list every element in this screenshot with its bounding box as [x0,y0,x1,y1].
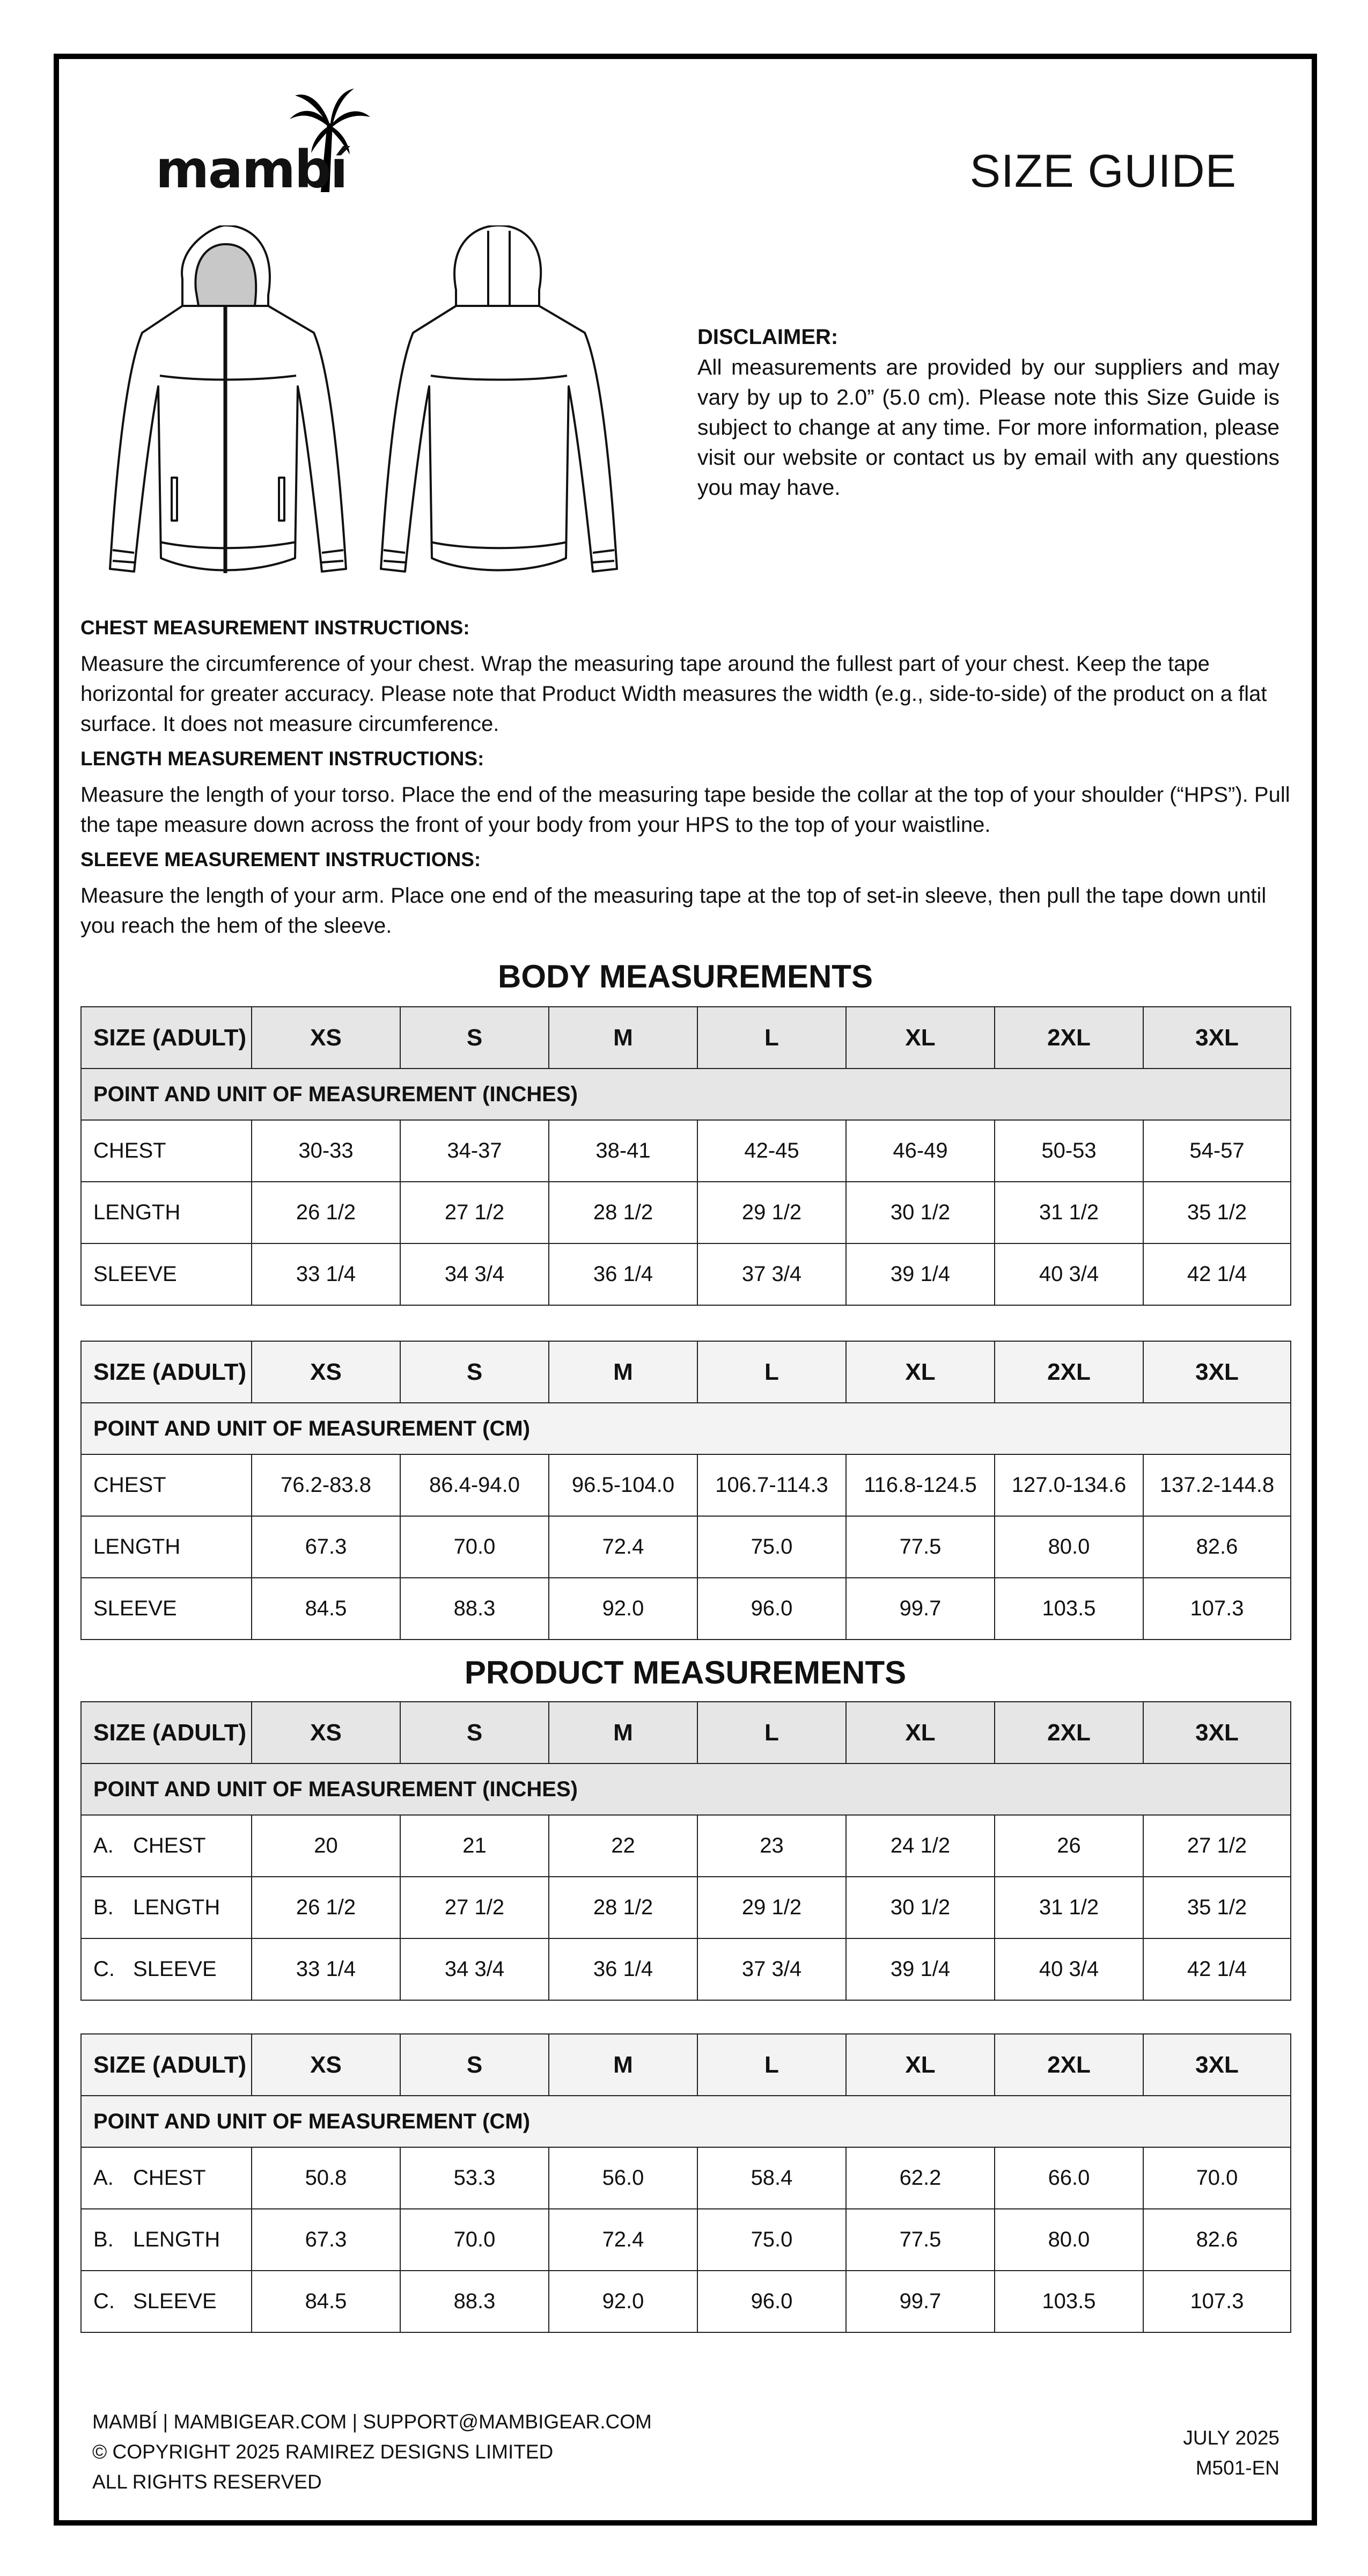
measurement-value-cell: 42 1/4 [1143,1938,1291,2000]
measurement-point-letter: C. [93,2289,115,2313]
size-xs-header: XS [252,1341,400,1403]
table-header-row [81,1341,1291,1403]
measurement-value-cell: 37 3/4 [697,1938,846,2000]
measurement-value-cell: 26 1/2 [252,1182,400,1243]
table-row [81,1182,1291,1243]
measurement-value-cell: 30 1/2 [846,1182,995,1243]
size-s-header: S [400,1341,549,1403]
size-m-header: M [549,1341,697,1403]
measurement-value-cell: 24 1/2 [846,1815,995,1877]
measurement-point-letter: B. [93,1896,114,1919]
measurement-value-cell: 28 1/2 [549,1182,697,1243]
measurement-label-cell [81,2209,252,2271]
body-measurements-inches-table [80,1006,1291,1306]
measurement-value-cell: 42-45 [697,1120,846,1182]
size-xs-header: XS [252,2034,400,2096]
measurement-instructions [80,614,1290,947]
measurement-value-cell: 30-33 [252,1120,400,1182]
measurement-value-cell: 56.0 [549,2147,697,2209]
footer-doc-code: M501-EN [1195,2457,1279,2479]
measurement-value-cell: 67.3 [252,2209,400,2271]
measurement-value-cell: 62.2 [846,2147,995,2209]
disclaimer [697,322,1279,502]
measurement-value-cell: 35 1/2 [1143,1182,1291,1243]
table-row [81,2147,1291,2209]
measurement-value-cell: 34-37 [400,1120,549,1182]
size-header-cell: SIZE (ADULT) [81,1341,252,1403]
measurement-value-cell: 77.5 [846,2209,995,2271]
measurement-value-cell: 80.0 [995,1516,1143,1578]
measurement-value-cell: 42 1/4 [1143,1243,1291,1305]
measurement-value-cell: 116.8-124.5 [846,1454,995,1516]
chest-instructions-heading: CHEST MEASUREMENT INSTRUCTIONS: [80,617,470,639]
table-row [81,1877,1291,1938]
measurement-label: SLEEVE [93,1597,177,1620]
measurement-value-cell: 82.6 [1143,1516,1291,1578]
measurement-value-cell: 103.5 [995,2271,1143,2332]
table-row [81,1120,1291,1182]
measurement-value-cell: 107.3 [1143,2271,1291,2332]
measurement-value-cell: 82.6 [1143,2209,1291,2271]
measurement-value-cell: 28 1/2 [549,1877,697,1938]
measurement-value-cell: 86.4-94.0 [400,1454,549,1516]
measurement-value-cell: 40 3/4 [995,1938,1143,2000]
measurement-label-cell [81,1877,252,1938]
measurement-value-cell: 31 1/2 [995,1877,1143,1938]
measurement-value-cell: 33 1/4 [252,1938,400,2000]
measurement-value-cell: 66.0 [995,2147,1143,2209]
size-2xl-header: 2XL [995,1007,1143,1069]
measurement-value-cell: 26 1/2 [252,1877,400,1938]
measurement-value-cell: 103.5 [995,1578,1143,1640]
jacket-technical-drawings [91,225,660,590]
measurement-label: LENGTH [133,1896,220,1919]
table-row [81,1243,1291,1305]
measurement-value-cell: 72.4 [549,2209,697,2271]
size-m-header: M [549,2034,697,2096]
size-3xl-header: 3XL [1143,2034,1291,2096]
measurement-label-cell [81,1182,252,1243]
measurement-label-cell [81,1815,252,1877]
footer-rights: ALL RIGHTS RESERVED [92,2471,322,2493]
measurement-value-cell: 35 1/2 [1143,1877,1291,1938]
measurement-value-cell: 72.4 [549,1516,697,1578]
footer-right [1183,2423,1279,2483]
jacket-front-drawing [110,225,346,573]
measurement-value-cell: 36 1/4 [549,1938,697,2000]
measurement-value-cell: 50-53 [995,1120,1143,1182]
unit-of-measurement-row: POINT AND UNIT OF MEASUREMENT (INCHES) [81,1069,1291,1120]
measurement-value-cell: 106.7-114.3 [697,1454,846,1516]
table-header-row [81,1702,1291,1763]
measurement-value-cell: 27 1/2 [400,1182,549,1243]
sleeve-instructions-heading: SLEEVE MEASUREMENT INSTRUCTIONS: [80,848,481,870]
table-row [81,1516,1291,1578]
size-2xl-header: 2XL [995,1341,1143,1403]
table-header-row [81,2034,1291,2096]
page-title: SIZE GUIDE [969,145,1237,197]
measurement-value-cell: 99.7 [846,1578,995,1640]
measurement-value-cell: 37 3/4 [697,1243,846,1305]
measurement-value-cell: 80.0 [995,2209,1143,2271]
measurement-value-cell: 75.0 [697,2209,846,2271]
measurement-point-letter: A. [93,1834,114,1857]
size-2xl-header: 2XL [995,2034,1143,2096]
size-s-header: S [400,2034,549,2096]
table-header-row [81,1007,1291,1069]
measurement-value-cell: 92.0 [549,2271,697,2332]
size-header-cell: SIZE (ADULT) [81,2034,252,2096]
size-xl-header: XL [846,1341,995,1403]
measurement-label-cell [81,1454,252,1516]
measurement-label: LENGTH [93,1535,181,1558]
table-row [81,2271,1291,2332]
measurement-value-cell: 36 1/4 [549,1243,697,1305]
measurement-point-letter: A. [93,2166,114,2190]
measurement-value-cell: 96.0 [697,2271,846,2332]
measurement-value-cell: 137.2-144.8 [1143,1454,1291,1516]
measurement-value-cell: 92.0 [549,1578,697,1640]
measurement-label-cell [81,1243,252,1305]
measurement-value-cell: 76.2-83.8 [252,1454,400,1516]
size-3xl-header: 3XL [1143,1341,1291,1403]
measurement-label: SLEEVE [93,1262,177,1286]
size-l-header: L [697,2034,846,2096]
chest-instructions-body: Measure the circumference of your chest. Wrap the measuring tape around the fullest part of your chest. Keep the tape horizontal for greater accuracy. Please note that Product Width measures the width (e.g., side-to-side) of the product on a flat surface. It does not measure circumference. [80,652,1267,736]
measurement-value-cell: 99.7 [846,2271,995,2332]
measurement-value-cell: 88.3 [400,2271,549,2332]
table-row [81,1454,1291,1516]
table-row [81,2209,1291,2271]
table-row [81,1938,1291,2000]
measurement-value-cell: 70.0 [1143,2147,1291,2209]
measurement-value-cell: 70.0 [400,2209,549,2271]
measurement-value-cell: 96.5-104.0 [549,1454,697,1516]
footer-contact: MAMBÍ | MAMBIGEAR.COM | SUPPORT@MAMBIGEAR.COM [92,2411,652,2433]
footer-copyright: © COPYRIGHT 2025 RAMIREZ DESIGNS LIMITED [92,2441,554,2463]
measurement-value-cell: 29 1/2 [697,1877,846,1938]
measurement-value-cell: 26 [995,1815,1143,1877]
measurement-value-cell: 27 1/2 [400,1877,549,1938]
body-measurements-cm-table [80,1341,1291,1640]
measurement-point-letter: C. [93,1957,115,1981]
measurement-label: LENGTH [93,1201,181,1224]
measurement-value-cell: 70.0 [400,1516,549,1578]
measurement-label-cell [81,1516,252,1578]
size-2xl-header: 2XL [995,1702,1143,1763]
table-row [81,1815,1291,1877]
product-measurements-title: PRODUCT MEASUREMENTS [464,1655,907,1690]
measurement-label-cell [81,1578,252,1640]
size-l-header: L [697,1341,846,1403]
measurement-value-cell: 39 1/4 [846,1243,995,1305]
measurement-value-cell: 22 [549,1815,697,1877]
measurement-value-cell: 31 1/2 [995,1182,1143,1243]
measurement-value-cell: 46-49 [846,1120,995,1182]
footer-left [92,2407,652,2497]
size-xs-header: XS [252,1702,400,1763]
measurement-value-cell: 38-41 [549,1120,697,1182]
measurement-label-cell [81,2271,252,2332]
measurement-value-cell: 84.5 [252,1578,400,1640]
product-measurements-inches-table [80,1701,1291,2001]
measurement-value-cell: 33 1/4 [252,1243,400,1305]
measurement-label: SLEEVE [133,2289,217,2313]
size-s-header: S [400,1007,549,1069]
size-xs-header: XS [252,1007,400,1069]
measurement-value-cell: 75.0 [697,1516,846,1578]
size-m-header: M [549,1007,697,1069]
measurement-value-cell: 96.0 [697,1578,846,1640]
size-xl-header: XL [846,1007,995,1069]
measurement-value-cell: 20 [252,1815,400,1877]
disclaimer-heading: DISCLAIMER: [697,325,839,349]
length-instructions-body: Measure the length of your torso. Place the end of the measuring tape beside the collar at the top of your shoulder (“HPS”). Pull the tape measure down across the front of your body from your HPS to the top of your waistline. [80,783,1290,837]
measurement-point-letter: B. [93,2228,114,2251]
size-3xl-header: 3XL [1143,1007,1291,1069]
disclaimer-body: All measurements are provided by our suppliers and may vary by up to 2.0” (5.0 cm). Please note this Size Guide is subject to change at any time. For more information, please visit our website or contact us by email with any questions you may have. [697,355,1279,500]
measurement-value-cell: 67.3 [252,1516,400,1578]
measurement-value-cell: 50.8 [252,2147,400,2209]
length-instructions-heading: LENGTH MEASUREMENT INSTRUCTIONS: [80,748,484,770]
measurement-value-cell: 30 1/2 [846,1877,995,1938]
footer-date: JULY 2025 [1183,2427,1279,2449]
size-header-cell: SIZE (ADULT) [81,1702,252,1763]
size-m-header: M [549,1702,697,1763]
measurement-value-cell: 21 [400,1815,549,1877]
table-row [81,1578,1291,1640]
measurement-label-cell [81,1938,252,2000]
measurement-label: CHEST [93,1139,166,1162]
size-s-header: S [400,1702,549,1763]
measurement-label: CHEST [133,1834,206,1857]
measurement-value-cell: 54-57 [1143,1120,1291,1182]
measurement-value-cell: 88.3 [400,1578,549,1640]
measurement-value-cell: 127.0-134.6 [995,1454,1143,1516]
size-l-header: L [697,1007,846,1069]
measurement-label: CHEST [93,1473,166,1497]
size-xl-header: XL [846,2034,995,2096]
measurement-label-cell [81,1120,252,1182]
product-measurements-cm-table [80,2033,1291,2333]
measurement-value-cell: 39 1/4 [846,1938,995,2000]
measurement-value-cell: 58.4 [697,2147,846,2209]
size-xl-header: XL [846,1702,995,1763]
measurement-value-cell: 53.3 [400,2147,549,2209]
measurement-label-cell [81,2147,252,2209]
measurement-label: SLEEVE [133,1957,217,1981]
size-l-header: L [697,1702,846,1763]
measurement-value-cell: 77.5 [846,1516,995,1578]
measurement-value-cell: 23 [697,1815,846,1877]
measurement-value-cell: 34 3/4 [400,1938,549,2000]
jacket-back-drawing [381,225,617,572]
measurement-value-cell: 27 1/2 [1143,1815,1291,1877]
measurement-value-cell: 29 1/2 [697,1182,846,1243]
measurement-value-cell: 40 3/4 [995,1243,1143,1305]
unit-of-measurement-row: POINT AND UNIT OF MEASUREMENT (INCHES) [81,1763,1291,1815]
measurement-value-cell: 84.5 [252,2271,400,2332]
measurement-value-cell: 34 3/4 [400,1243,549,1305]
size-3xl-header: 3XL [1143,1702,1291,1763]
body-measurements-title: BODY MEASUREMENTS [498,958,873,994]
sleeve-instructions-body: Measure the length of your arm. Place one end of the measuring tape at the top of set-in sleeve, then pull the tape down until you reach the hem of the sleeve. [80,884,1267,938]
measurement-label: CHEST [133,2166,206,2190]
measurement-value-cell: 107.3 [1143,1578,1291,1640]
unit-of-measurement-row: POINT AND UNIT OF MEASUREMENT (CM) [81,1403,1291,1454]
measurement-label: LENGTH [133,2228,220,2251]
brand-wordmark: mambí [156,140,347,200]
size-header-cell: SIZE (ADULT) [81,1007,252,1069]
unit-of-measurement-row: POINT AND UNIT OF MEASUREMENT (CM) [81,2096,1291,2147]
brand-logo [156,86,381,200]
